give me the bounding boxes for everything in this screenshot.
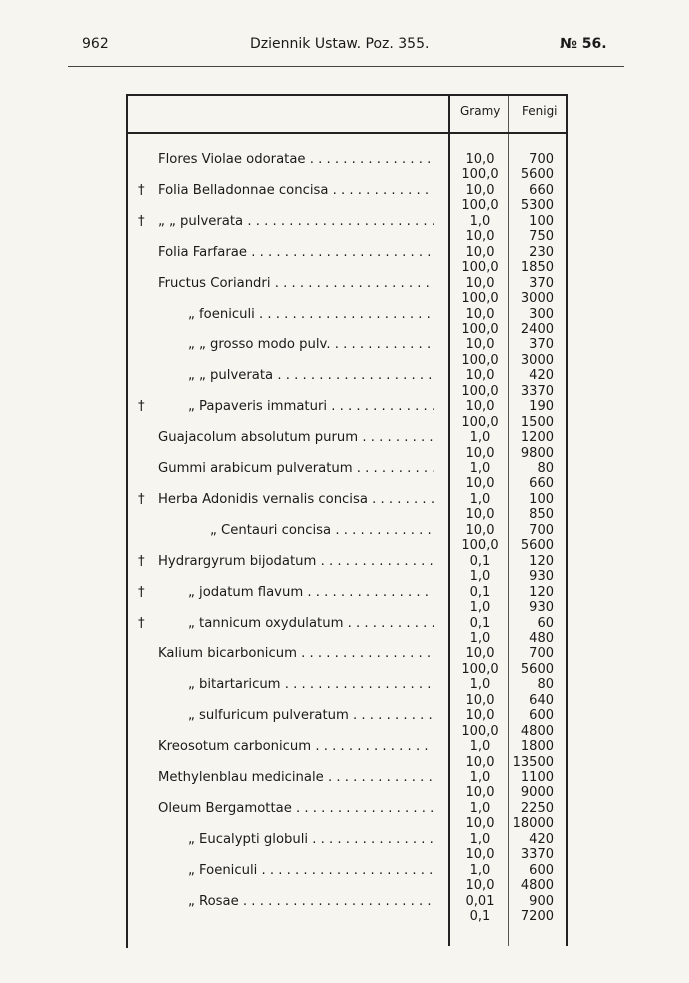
gramy-cell: 1,0 (469, 770, 491, 785)
gramy-cell: 1,0 (469, 862, 491, 878)
fenigi-cell: 370 (529, 337, 554, 353)
table-row (128, 368, 568, 384)
fenigi-cell: 300 (529, 306, 554, 322)
table-row (128, 677, 568, 693)
gramy-cell: 10,0 (465, 507, 495, 523)
drug-name: „ „ pulverata . . . (158, 214, 434, 230)
table-row (128, 739, 568, 755)
table-row (128, 229, 568, 245)
gramy-cell: 100,0 (461, 291, 499, 307)
table-row (128, 152, 568, 168)
gramy-cell: 10,0 (465, 337, 495, 353)
gramy-cell: 10,0 (465, 785, 495, 801)
fenigi-cell: 13500 (512, 754, 554, 770)
drug-name: Gummi arabicum pulveratum . . . (158, 461, 434, 477)
gramy-cell: 100,0 (461, 167, 499, 183)
gramy-cell: 10,0 (465, 229, 495, 245)
gramy-cell: 100,0 (461, 723, 499, 739)
fenigi-cell: 18000 (512, 816, 554, 832)
gramy-cell: 1,0 (469, 430, 491, 446)
fenigi-cell: 2400 (520, 321, 554, 337)
drug-name: Kreosotum carbonicum . . . (158, 739, 434, 755)
drug-name: „ jodatum flavum . . . (188, 585, 434, 601)
drug-name: Oleum Bergamottae . . . (158, 801, 434, 817)
fenigi-cell: 100 (529, 213, 554, 229)
fenigi-cell: 660 (529, 476, 554, 492)
gramy-cell: 100,0 (461, 414, 499, 430)
gramy-cell: 0,1 (469, 615, 491, 631)
gramy-cell: 10,0 (465, 847, 495, 863)
gramy-cell: 10,0 (465, 476, 495, 492)
table-row (128, 554, 568, 570)
table-row (128, 863, 568, 879)
gramy-cell: 0,01 (465, 893, 495, 909)
table-row (128, 569, 568, 585)
table-row (128, 631, 568, 647)
drug-name: Hydrargyrum bijodatum . . . (158, 554, 434, 570)
table-row (128, 816, 568, 832)
fenigi-cell: 750 (529, 229, 554, 245)
drug-name: „ „ pulverata . . . (188, 368, 434, 384)
gramy-cell: 1,0 (469, 213, 491, 229)
fenigi-cell: 5600 (520, 661, 554, 677)
table-row (128, 523, 568, 539)
fenigi-cell: 660 (529, 182, 554, 198)
drug-name: „ sulfuricum pulveratum . . . (188, 708, 434, 724)
table-row (128, 832, 568, 848)
table-row (128, 183, 568, 199)
fenigi-cell: 600 (529, 708, 554, 724)
table-row (128, 307, 568, 323)
table-row (128, 353, 568, 369)
table-row (128, 708, 568, 724)
drug-name: Fructus Coriandri . . . (158, 276, 434, 292)
table-row (128, 646, 568, 662)
fenigi-cell: 3000 (520, 352, 554, 368)
gramy-cell: 10,0 (465, 445, 495, 461)
cross-mark: † (138, 182, 145, 198)
gramy-cell: 10,0 (465, 754, 495, 770)
journal-title: Dziennik Ustaw. Poz. 355. (250, 36, 430, 52)
gramy-cell: 100,0 (461, 383, 499, 399)
table-row (128, 198, 568, 214)
fenigi-cell: 120 (529, 584, 554, 600)
fenigi-cell: 1500 (520, 414, 554, 430)
gramy-cell: 1,0 (469, 677, 491, 693)
table-row (128, 894, 568, 910)
table-row (128, 801, 568, 817)
fenigi-cell: 850 (529, 507, 554, 523)
drug-name: „ Papaveris immaturi . . . (188, 399, 434, 415)
drug-name: „ Rosae . . . (188, 894, 434, 910)
gramy-cell: 1,0 (469, 630, 491, 646)
table-row (128, 276, 568, 292)
gramy-cell: 1,0 (469, 831, 491, 847)
fenigi-cell: 480 (529, 630, 554, 646)
fenigi-cell: 80 (537, 461, 554, 476)
drug-name: Folia Belladonnae concisa . . . (158, 183, 434, 199)
gramy-cell: 1,0 (469, 569, 491, 585)
table-row (128, 245, 568, 261)
gramy-cell: 100,0 (461, 538, 499, 554)
table-row (128, 337, 568, 353)
fenigi-cell: 930 (529, 569, 554, 585)
fenigi-cell: 1800 (520, 739, 554, 755)
gramy-cell: 10,0 (465, 878, 495, 894)
header-rule (68, 66, 624, 67)
table-row (128, 585, 568, 601)
table-row (128, 415, 568, 431)
fenigi-cell: 930 (529, 600, 554, 616)
fenigi-cell: 80 (537, 677, 554, 693)
fenigi-cell: 4800 (520, 723, 554, 739)
gramy-cell: 1,0 (469, 739, 491, 755)
gramy-cell: 10,0 (465, 816, 495, 832)
gramy-cell: 0,1 (469, 909, 491, 925)
fenigi-cell: 3000 (520, 291, 554, 307)
table-row (128, 291, 568, 307)
table-row (128, 600, 568, 616)
table-row (128, 507, 568, 523)
fenigi-cell: 3370 (520, 383, 554, 399)
gramy-cell: 10,0 (465, 646, 495, 662)
gramy-cell: 0,1 (469, 584, 491, 600)
drug-name: Folia Farfarae . . . (158, 245, 434, 261)
fenigi-cell: 190 (529, 399, 554, 415)
fenigi-cell: 5600 (520, 538, 554, 554)
table-row (128, 847, 568, 863)
fenigi-cell: 700 (529, 152, 554, 167)
drug-name: „ bitartaricum . . . (188, 677, 434, 693)
fenigi-cell: 3370 (520, 847, 554, 863)
gramy-cell: 10,0 (465, 708, 495, 724)
gramy-cell: 100,0 (461, 260, 499, 276)
gramy-cell: 10,0 (465, 182, 495, 198)
fenigi-cell: 5600 (520, 167, 554, 183)
table-row (128, 616, 568, 632)
table-row (128, 785, 568, 801)
drug-name: „ tannicum oxydulatum . . . (188, 616, 434, 632)
drug-name: „ Eucalypti globuli . . . (188, 832, 434, 848)
gramy-cell: 10,0 (465, 152, 495, 167)
table-row (128, 662, 568, 678)
drug-name: Guajacolum absolutum purum . . . (158, 430, 434, 446)
gramy-cell: 10,0 (465, 522, 495, 538)
cross-mark: † (138, 213, 145, 229)
fenigi-cell: 640 (529, 692, 554, 708)
fenigi-cell: 370 (529, 275, 554, 291)
fenigi-cell: 120 (529, 553, 554, 569)
fenigi-cell: 1200 (520, 430, 554, 446)
table-row (128, 214, 568, 230)
table-row (128, 399, 568, 415)
cross-mark: † (138, 584, 145, 600)
cross-mark: † (138, 399, 145, 415)
table-row (128, 755, 568, 771)
gramy-cell: 10,0 (465, 244, 495, 260)
table-row (128, 446, 568, 462)
issue-number: № 56. (560, 36, 607, 52)
table-row (128, 430, 568, 446)
cross-mark: † (138, 615, 145, 631)
table-row (128, 770, 568, 786)
gramy-cell: 100,0 (461, 661, 499, 677)
gramy-cell: 1,0 (469, 461, 491, 476)
gramy-cell: 0,1 (469, 553, 491, 569)
gramy-cell: 10,0 (465, 275, 495, 291)
gramy-cell: 100,0 (461, 352, 499, 368)
cross-mark: † (138, 491, 145, 507)
drug-name: Flores Violae odoratae . . . (158, 152, 434, 168)
gramy-cell: 10,0 (465, 306, 495, 322)
fenigi-cell: 9000 (520, 785, 554, 801)
gramy-cell: 100,0 (461, 321, 499, 337)
fenigi-cell: 7200 (520, 909, 554, 925)
fenigi-cell: 700 (529, 646, 554, 662)
gramy-cell: 1,0 (469, 800, 491, 816)
gramy-cell: 10,0 (465, 692, 495, 708)
table-row (128, 878, 568, 894)
column-header-gramy: Gramy (460, 104, 501, 118)
fenigi-cell: 4800 (520, 878, 554, 894)
gramy-cell: 100,0 (461, 198, 499, 214)
drug-name: „ Centauri concisa . . . (210, 523, 434, 539)
fenigi-cell: 2250 (520, 800, 554, 816)
page-number: 962 (82, 36, 109, 52)
table-row (128, 909, 568, 925)
table-row (128, 167, 568, 183)
fenigi-cell: 420 (529, 831, 554, 847)
price-table (126, 94, 568, 948)
drug-name: Kalium bicarbonicum . . . (158, 646, 434, 662)
fenigi-cell: 230 (529, 244, 554, 260)
table-row (128, 384, 568, 400)
gramy-cell: 1,0 (469, 600, 491, 616)
drug-name: „ foeniculi . . . (188, 307, 434, 323)
fenigi-cell: 60 (537, 615, 554, 631)
gramy-cell: 1,0 (469, 491, 491, 507)
fenigi-cell: 900 (529, 893, 554, 909)
cross-mark: † (138, 553, 145, 569)
drug-name: Herba Adonidis vernalis concisa . . . (158, 492, 434, 508)
drug-name: „ Foeniculi . . . (188, 863, 434, 879)
fenigi-cell: 700 (529, 522, 554, 538)
table-row (128, 538, 568, 554)
gramy-cell: 10,0 (465, 368, 495, 384)
table-row (128, 260, 568, 276)
table-row (128, 724, 568, 740)
column-header-fenigi: Fenigi (522, 104, 558, 118)
page-header (0, 36, 689, 56)
fenigi-cell: 5300 (520, 198, 554, 214)
fenigi-cell: 1850 (520, 260, 554, 276)
table-row (128, 476, 568, 492)
header-divider (128, 132, 568, 134)
drug-name: Methylenblau medicinale . . . (158, 770, 434, 786)
fenigi-cell: 100 (529, 491, 554, 507)
fenigi-cell: 9800 (520, 445, 554, 461)
table-row (128, 693, 568, 709)
table-row (128, 322, 568, 338)
table-row (128, 461, 568, 477)
fenigi-cell: 420 (529, 368, 554, 384)
fenigi-cell: 600 (529, 862, 554, 878)
drug-name: „ „ grosso modo pulv. . . . (188, 337, 434, 353)
gramy-cell: 10,0 (465, 399, 495, 415)
fenigi-cell: 1100 (520, 770, 554, 785)
table-row (128, 492, 568, 508)
